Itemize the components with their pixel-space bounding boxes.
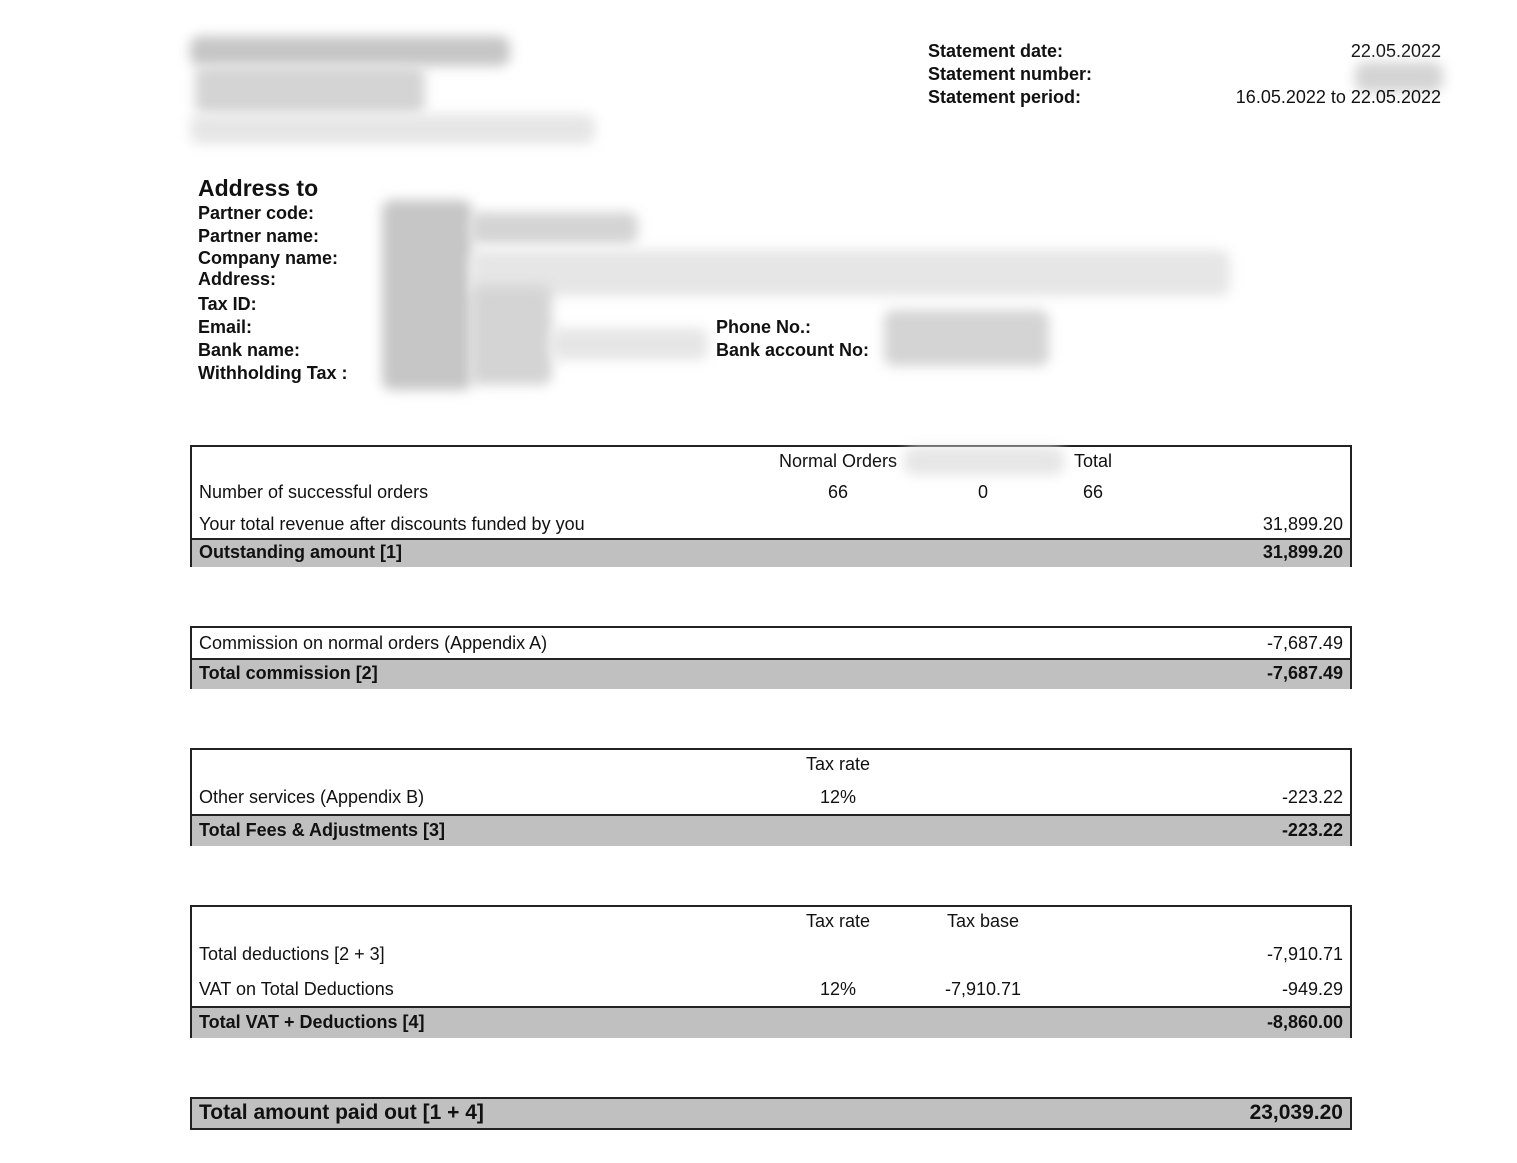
other-services-value: -223.22 bbox=[1281, 787, 1343, 807]
vat-label: VAT on Total Deductions bbox=[199, 979, 394, 999]
total-commission-row bbox=[192, 658, 1350, 689]
other-services-rate: 12% bbox=[819, 787, 857, 807]
revenue-label: Your total revenue after discounts funded by you bbox=[199, 514, 585, 534]
successful-orders-total: 66 bbox=[1082, 482, 1104, 502]
tax-id-label: Tax ID: bbox=[198, 294, 257, 314]
statement-date-value: 22.05.2022 bbox=[1350, 41, 1441, 61]
commission-summary bbox=[190, 626, 1352, 689]
statement-period-value: 16.05.2022 to 22.05.2022 bbox=[1235, 87, 1441, 107]
vat-base: -7,910.71 bbox=[944, 979, 1022, 999]
bank-account-label: Bank account No: bbox=[716, 340, 870, 360]
outstanding-value: 31,899.20 bbox=[1262, 542, 1343, 562]
phone-label: Phone No.: bbox=[716, 317, 811, 337]
total-deductions-value: -7,910.71 bbox=[1266, 944, 1343, 964]
email-label: Email: bbox=[198, 317, 253, 337]
vat-value: -949.29 bbox=[1281, 979, 1343, 999]
statement-number-label: Statement number: bbox=[928, 64, 1093, 84]
outstanding-row bbox=[192, 538, 1350, 567]
normal-orders-header: Normal Orders bbox=[778, 451, 898, 471]
orders-summary bbox=[190, 445, 1352, 567]
company-name-label: Company name: bbox=[198, 248, 339, 268]
total-fees-value: -223.22 bbox=[1281, 820, 1343, 840]
fees-tax-rate-header: Tax rate bbox=[805, 754, 871, 774]
successful-orders-label: Number of successful orders bbox=[199, 482, 429, 502]
partner-name-label: Partner name: bbox=[198, 226, 320, 246]
total-deductions-label: Total deductions [2 + 3] bbox=[199, 944, 385, 964]
outstanding-label: Outstanding amount [1] bbox=[199, 542, 402, 562]
other-services-label: Other services (Appendix B) bbox=[199, 787, 425, 807]
commission-normal-label: Commission on normal orders (Appendix A) bbox=[199, 633, 548, 653]
successful-orders-other: 0 bbox=[977, 482, 989, 502]
total-vat-deductions-row bbox=[192, 1006, 1350, 1038]
deductions-tax-base-header: Tax base bbox=[946, 911, 1020, 931]
fees-summary bbox=[190, 748, 1352, 846]
payout-value: 23,039.20 bbox=[1249, 1101, 1343, 1124]
total-fees-row bbox=[192, 814, 1350, 846]
vat-rate: 12% bbox=[819, 979, 857, 999]
statement-period-label: Statement period: bbox=[928, 87, 1082, 107]
revenue-value: 31,899.20 bbox=[1262, 514, 1343, 534]
total-commission-label: Total commission [2] bbox=[199, 663, 378, 683]
redacted-column-header bbox=[904, 447, 1064, 475]
total-header: Total bbox=[1073, 451, 1113, 471]
address-label: Address: bbox=[198, 269, 277, 289]
total-vat-deductions-value: -8,860.00 bbox=[1266, 1012, 1343, 1032]
deductions-summary bbox=[190, 905, 1352, 1038]
bank-name-label: Bank name: bbox=[198, 340, 301, 360]
payout-label: Total amount paid out [1 + 4] bbox=[199, 1101, 484, 1124]
payout-summary bbox=[190, 1097, 1352, 1130]
total-fees-label: Total Fees & Adjustments [3] bbox=[199, 820, 446, 840]
successful-orders-normal: 66 bbox=[827, 482, 849, 502]
total-commission-value: -7,687.49 bbox=[1266, 663, 1343, 683]
commission-normal-value: -7,687.49 bbox=[1266, 633, 1343, 653]
withholding-tax-label: Withholding Tax : bbox=[198, 363, 348, 383]
deductions-tax-rate-header: Tax rate bbox=[805, 911, 871, 931]
statement-date-label: Statement date: bbox=[928, 41, 1064, 61]
partner-code-label: Partner code: bbox=[198, 203, 315, 223]
address-title: Address to bbox=[198, 175, 319, 201]
total-vat-deductions-label: Total VAT + Deductions [4] bbox=[199, 1012, 425, 1032]
